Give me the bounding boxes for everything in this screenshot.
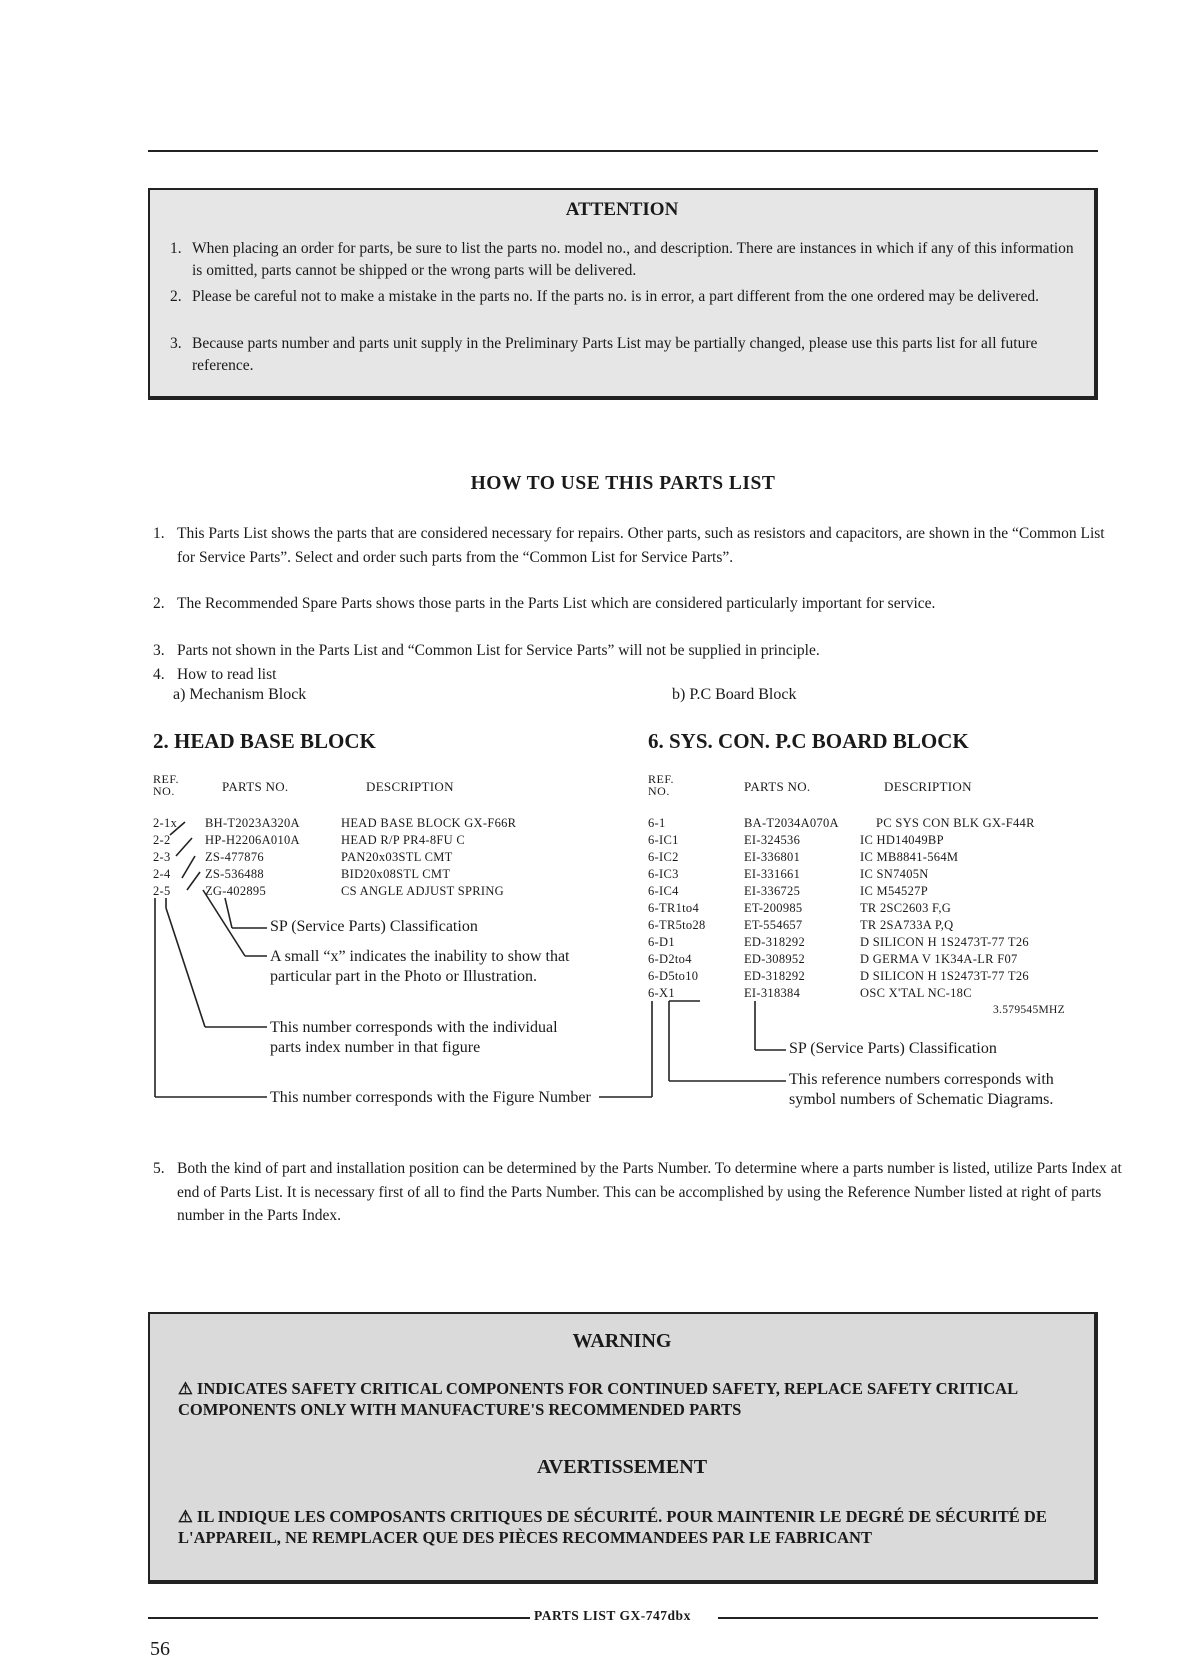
attention-item-2-text: Please be careful not to make a mistake in the parts no. If the parts no. is in error, a part different from the one ordered may be delivered. — [192, 288, 1039, 305]
warning-triangle-icon: ⚠ — [178, 1379, 193, 1398]
parts-cell: EI-336725 — [744, 884, 801, 898]
desc-cell: PC SYS CON BLK GX-F44R — [876, 816, 1035, 830]
sub-mechanism-block: a) Mechanism Block — [173, 686, 307, 703]
page-number: 56 — [150, 1638, 170, 1660]
ref-cell: 6-D5to10 — [648, 969, 699, 983]
ref-cell: 6-IC1 — [648, 833, 679, 847]
ref-cell: 6-1 — [648, 816, 666, 830]
ref-cell: 2-2 — [153, 833, 171, 847]
ref-cell: 2-5 — [153, 884, 171, 898]
parts-cell: ZS-536488 — [205, 867, 264, 881]
ref-cell: 6-X1 — [648, 986, 675, 1000]
sys-con-col-desc: DESCRIPTION — [884, 779, 972, 794]
parts-cell: ED-318292 — [744, 935, 806, 949]
sys-con-col-ref-1: REF. — [648, 772, 675, 786]
desc-cell: CS ANGLE ADJUST SPRING — [341, 884, 505, 898]
sub-pc-board-block: b) P.C Board Block — [672, 686, 797, 703]
head-base-col-parts: PARTS NO. — [222, 779, 289, 794]
how-to-item-2-text: The Recommended Spare Parts shows those parts in the Parts List which are considered particularly important for service. — [177, 595, 936, 612]
how-to-item-5 — [153, 1157, 1122, 1228]
sys-con-title: 6. SYS. CON. P.C BOARD BLOCK — [648, 729, 969, 753]
attention-title: ATTENTION — [565, 199, 679, 220]
parts-cell: BH-T2023A320A — [205, 816, 300, 830]
ref-cell: 6-IC2 — [648, 850, 679, 864]
parts-cell: EI-336801 — [744, 850, 801, 864]
head-base-ann-sp: SP (Service Parts) Classification — [270, 918, 478, 935]
parts-cell: ZG-402895 — [205, 884, 267, 898]
head-base-ann-fig: This number corresponds with the Figure Number — [270, 1089, 591, 1106]
warning-triangle-icon-fr: ⚠ — [178, 1507, 193, 1526]
head-base-col-desc: DESCRIPTION — [366, 779, 454, 794]
desc-cell: HEAD BASE BLOCK GX-F66R — [341, 816, 517, 830]
desc-cell: IC SN7405N — [860, 867, 929, 881]
attention-item-3-text: Because parts number and parts unit supply in the Preliminary Parts List may be partially changed, please use this parts list for all future reference. — [192, 335, 1038, 374]
warning-box — [148, 1312, 1098, 1584]
head-base-col-ref-2: NO. — [153, 784, 175, 798]
how-to-item-5-num: 5. — [153, 1160, 165, 1177]
head-base-title: 2. HEAD BASE BLOCK — [153, 729, 376, 753]
desc-cell: D SILICON H 1S2473T-77 T26 — [860, 969, 1029, 983]
sys-con-col-parts: PARTS NO. — [744, 779, 811, 794]
how-to-item-3-num: 3. — [153, 642, 165, 659]
parts-cell: ED-318292 — [744, 969, 806, 983]
how-to-title: HOW TO USE THIS PARTS LIST — [470, 473, 776, 494]
how-to-item-3-text: Parts not shown in the Parts List and “Common List for Service Parts” will not be supplied in principle. — [177, 642, 820, 659]
warning-title: WARNING — [572, 1330, 672, 1352]
attention-item-2-num: 2. — [170, 288, 182, 305]
avertissement-text-body: IL INDIQUE LES COMPOSANTS CRITIQUES DE SÉCURITÉ. POUR MAINTENIR LE DEGRÉ DE SÉCURITÉ DE L'APPAREIL, NE REMPLACER QUE DES PIÈCES RECOMMANDEES PAR LE FABRICANT — [178, 1507, 1047, 1547]
head-base-ann-index: This number corresponds with the individual parts index number in that figure — [270, 1019, 558, 1056]
desc-cell: D GERMA V 1K34A-LR F07 — [860, 952, 1018, 966]
parts-cell: ET-554657 — [744, 918, 803, 932]
avertissement-title: AVERTISSEMENT — [536, 1456, 708, 1478]
sys-con-ann-ref: This reference numbers corresponds with symbol numbers of Schematic Diagrams. — [789, 1071, 1054, 1108]
parts-cell: ET-200985 — [744, 901, 803, 915]
parts-cell: EI-324536 — [744, 833, 801, 847]
footer-rule-left — [148, 1617, 530, 1619]
how-to-item-4-text: How to read list — [177, 666, 277, 683]
parts-cell: ZS-477876 — [205, 850, 264, 864]
footer-label: PARTS LIST GX-747dbx — [534, 1608, 691, 1623]
ref-cell: 2-1x — [153, 816, 178, 830]
how-to-item-5-text: Both the kind of part and installation position can be determined by the Parts Number. To determine where a parts number is listed, utilize Parts Index at end of Parts List. It is necessary first of all to find the Parts Number. This can be accomplished by using the Reference Number listed at right of parts number in the Parts Index. — [177, 1160, 1122, 1224]
sys-con-ann-sp: SP (Service Parts) Classification — [789, 1040, 997, 1057]
footer-rule-right — [718, 1617, 1098, 1619]
how-to-item-2-num: 2. — [153, 595, 165, 612]
parts-cell: ED-308952 — [744, 952, 806, 966]
how-to-item-1-num: 1. — [153, 525, 165, 542]
ref-cell: 6-IC4 — [648, 884, 679, 898]
desc-cell: OSC X'TAL NC-18C — [860, 986, 972, 1000]
attention-item-1-text: When placing an order for parts, be sure to list the parts no. model no., and description. There are instances in which if any of this information is omitted, parts cannot be shipped or the wrong parts will be delivered. — [192, 240, 1074, 279]
desc-cell: IC HD14049BP — [860, 833, 944, 847]
parts-cell: EI-331661 — [744, 867, 801, 881]
parts-cell: HP-H2206A010A — [205, 833, 300, 847]
ref-cell: 6-TR1to4 — [648, 901, 700, 915]
desc-cell: TR 2SA733A P,Q — [860, 918, 954, 932]
desc-cell: HEAD R/P PR4-8FU C — [341, 833, 466, 847]
ref-cell: 6-IC3 — [648, 867, 679, 881]
attention-item-1-num: 1. — [170, 240, 182, 257]
desc-cell: PAN20x03STL CMT — [341, 850, 453, 864]
ref-cell: 6-TR5to28 — [648, 918, 706, 932]
how-to-item-1-text: This Parts List shows the parts that are considered necessary for repairs. Other parts, such as resistors and capacitors, are shown in the “Common List for Service Parts”. Select and order such parts from the “Common List for Service Parts”. — [177, 525, 1105, 566]
warning-text — [178, 1378, 1076, 1420]
desc-cell: IC M54527P — [860, 884, 928, 898]
desc-cell: D SILICON H 1S2473T-77 T26 — [860, 935, 1029, 949]
sys-con-col-ref-2: NO. — [648, 784, 670, 798]
ref-cell: 2-3 — [153, 850, 171, 864]
how-to-item-4-num: 4. — [153, 666, 165, 683]
ref-cell: 6-D1 — [648, 935, 675, 949]
ref-cell: 2-4 — [153, 867, 171, 881]
head-base-col-ref-1: REF. — [153, 772, 180, 786]
avertissement-text — [178, 1506, 1076, 1548]
parts-cell: EI-318384 — [744, 986, 801, 1000]
desc-cell: IC MB8841-564M — [860, 850, 959, 864]
ref-cell: 6-D2to4 — [648, 952, 692, 966]
desc-continuation: 3.579545MHZ — [993, 1004, 1065, 1016]
desc-cell: TR 2SC2603 F,G — [860, 901, 952, 915]
head-base-ann-x: A small “x” indicates the inability to show that particular part in the Photo or Illustration. — [270, 948, 570, 985]
warning-text-body: INDICATES SAFETY CRITICAL COMPONENTS FOR CONTINUED SAFETY, REPLACE SAFETY CRITICAL COMPONENTS ONLY WITH MANUFACTURE'S RECOMMENDED PARTS — [178, 1379, 1018, 1419]
desc-cell: BID20x08STL CMT — [341, 867, 451, 881]
parts-cell: BA-T2034A070A — [744, 816, 839, 830]
attention-item-3-num: 3. — [170, 335, 182, 352]
